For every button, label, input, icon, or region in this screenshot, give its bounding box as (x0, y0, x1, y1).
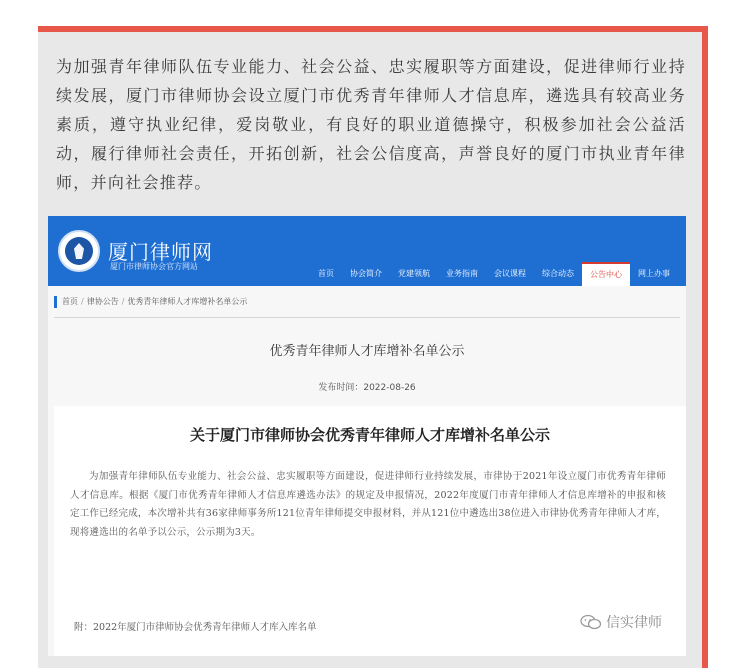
nav-item-online-services[interactable]: 网上办事 (638, 269, 670, 278)
nav-item-about[interactable]: 协会简介 (350, 269, 382, 278)
divider (54, 317, 680, 318)
breadcrumb-current: 优秀青年律师人才库增补名单公示 (127, 297, 248, 306)
main-nav (310, 262, 678, 286)
watermark-text: 信实律师 (606, 615, 662, 631)
nav-item-courses[interactable]: 会议课程 (494, 269, 526, 278)
breadcrumb-announcements-link[interactable]: 律协公告 (86, 297, 119, 306)
watermark (580, 612, 662, 632)
notice-title: 优秀青年律师人才库增补名单公示 (269, 344, 465, 359)
attachment-link[interactable]: 附：2022年厦门市律师协会优秀青年律师人才库入库名单 (74, 622, 317, 633)
nav-item-party-building[interactable]: 党建领航 (398, 269, 430, 278)
wechat-icon (580, 614, 602, 630)
intro-paragraph: 为加强青年律师队伍专业能力、社会公益、忠实履职等方面建设，促进律师行业持续发展，厦门市律师协会设立厦门市优秀青年律师人才信息库，遴选具有较高业务素质，遵守执业纪律，爱岗敬业，有良好的职业道德操守，积极参加社会公益活动，履行律师社会责任，开拓创新，社会公信度高，声誉良好的厦门市执业青年律师，并向社会推荐。 (56, 57, 686, 192)
document-card (54, 406, 686, 656)
site-subtitle: 厦门市律师协会官方网站 (110, 262, 198, 271)
nav-item-announcements[interactable]: 公告中心 (582, 262, 630, 286)
website-screenshot (48, 216, 686, 656)
document-title: 关于厦门市律师协会优秀青年律师人才库增补名单公示 (189, 426, 550, 444)
document-body: 为加强青年律师队伍专业能力、社会公益、忠实履职等方面建设，促进律师行业持续发展，市律协于2021年设立厦门市优秀青年律师人才信息库。根据《厦门市优秀青年律师人才信息库遴选办法》的规定及申报情况，2022年度厦门市青年律师人才信息库增补的申报和核定工作已经完成，本次增补共有36家律师事务所121位青年律师提交申报材料，并从121位中遴选出38位进入市律协优秀青年律师人才库，现将遴选出的名单予以公示，公示期为3天。 (70, 471, 666, 538)
nav-item-home[interactable]: 首页 (318, 269, 334, 278)
lawyers-association-emblem-icon (58, 230, 100, 272)
breadcrumb: 首页 / 律协公告 / 优秀青年律师人才库增补名单公示 (54, 296, 247, 308)
publish-time: 发布时间：2022-08-26 (318, 383, 416, 393)
site-header (48, 216, 686, 286)
nav-item-news[interactable]: 综合动态 (542, 269, 574, 278)
breadcrumb-home-link[interactable]: 首页 (62, 297, 78, 306)
nav-item-business-guide[interactable]: 业务指南 (446, 269, 478, 278)
site-title[interactable]: 厦门律师网 (108, 240, 213, 264)
